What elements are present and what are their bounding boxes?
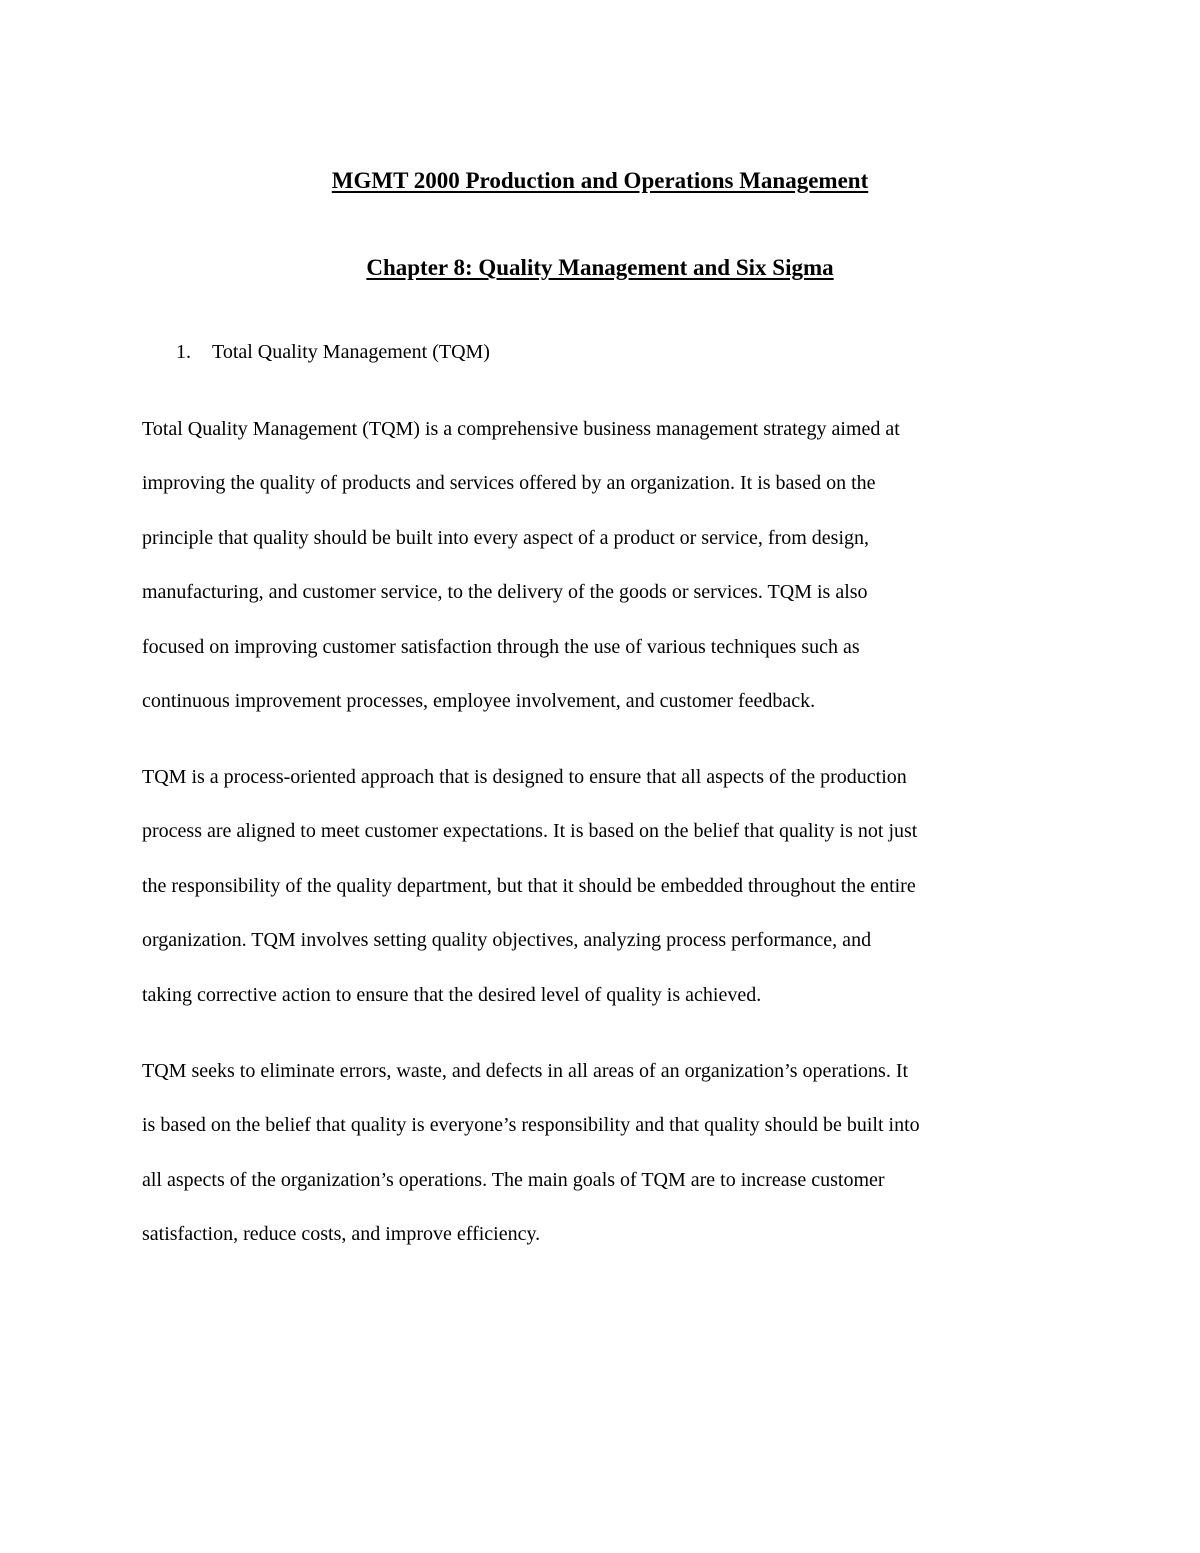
section-number: 1. [176,341,191,363]
paragraph-line: process are aligned to meet customer expectations. It is based on the belief that quality is not just [142,820,918,843]
paragraph-2 [142,750,1062,1022]
paragraph-line: satisfaction, reduce costs, and improve efficiency. [142,1223,541,1246]
section-title: Total Quality Management (TQM) [212,341,490,363]
paragraph-line: TQM seeks to eliminate errors, waste, and defects in all areas of an organization’s operations. It [142,1060,909,1082]
paragraph-line: continuous improvement processes, employee involvement, and customer feedback. [142,690,816,713]
paragraph-line: TQM is a process-oriented approach that is designed to ensure that all aspects of the production [142,766,907,788]
paragraph-line: is based on the belief that quality is everyone’s responsibility and that quality should be built into [142,1114,920,1137]
paragraph-3 [142,1044,1062,1262]
paragraph-line: improving the quality of products and services offered by an organization. It is based on the [142,472,876,495]
section-heading [176,341,490,364]
paragraph-1 [142,402,1062,728]
paragraph-line: organization. TQM involves setting quality objectives, analyzing process performance, and [142,929,872,952]
paragraph-line: all aspects of the organization’s operations. The main goals of TQM are to increase customer [142,1168,885,1191]
paragraph-line: taking corrective action to ensure that the desired level of quality is achieved. [142,983,762,1006]
paragraph-line: the responsibility of the quality department, but that it should be embedded throughout the entire [142,874,916,897]
chapter-heading: Chapter 8: Quality Management and Six Sigma [366,255,834,280]
paragraph-line: manufacturing, and customer service, to the delivery of the goods or services. TQM is also [142,581,868,604]
paragraph-line: Total Quality Management (TQM) is a comprehensive business management strategy aimed at [142,418,900,440]
document-title: MGMT 2000 Production and Operations Management [331,168,869,193]
paragraph-line: principle that quality should be built into every aspect of a product or service, from design, [142,526,870,549]
paragraph-line: focused on improving customer satisfaction through the use of various techniques such as [142,635,860,658]
